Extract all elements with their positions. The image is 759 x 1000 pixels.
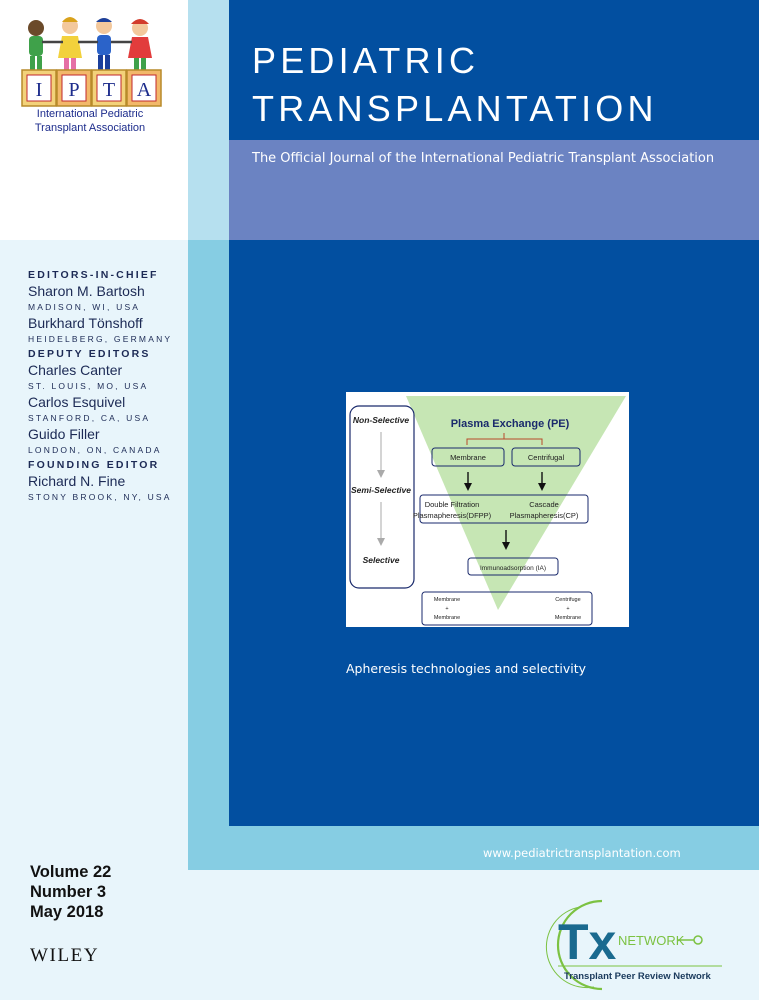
tx-network-tagline: Transplant Peer Review Network <box>564 971 711 982</box>
journal-url[interactable]: www.pediatrictransplantation.com <box>483 846 681 860</box>
cp-label-line1: Cascade <box>529 500 559 509</box>
combo-left-plus: + <box>445 606 449 612</box>
combo-right-2: Membrane <box>554 615 582 621</box>
journal-title-line2: TRANSPLANTATION <box>252 88 658 129</box>
block-letter: T <box>102 79 116 101</box>
ipta-logo-text <box>14 107 166 135</box>
membrane-label: Membrane <box>450 453 486 462</box>
publisher-logo: WILEY <box>30 945 100 966</box>
editor-name: Richard N. Fine <box>28 473 126 489</box>
combo-right-plus: + <box>566 606 570 612</box>
accent-strip-top <box>188 0 229 240</box>
ipta-org-line1: International Pediatric <box>36 108 144 120</box>
block-letter: P <box>68 79 80 101</box>
combo-left-2: Membrane <box>433 615 461 621</box>
scale-non-selective: Non-Selective <box>352 415 410 425</box>
block-letter: A <box>136 79 152 101</box>
cover-figure <box>346 392 629 627</box>
editors-heading: EDITORS-IN-CHIEF <box>28 269 159 281</box>
dfpp-label-line1: Double Filtration <box>424 500 480 509</box>
issue-info <box>30 862 111 922</box>
editor-location: STANFORD, CA, USA <box>28 413 151 423</box>
editorial-board <box>28 268 198 505</box>
journal-subtitle: The Official Journal of the International Pediatric Transplant Association <box>252 151 715 166</box>
tx-mark: Tx <box>558 914 617 970</box>
scale-semi-selective: Semi-Selective <box>350 485 412 495</box>
editors-heading: FOUNDING EDITOR <box>28 459 160 471</box>
block-letter: I <box>35 79 43 101</box>
editor-name: Sharon M. Bartosh <box>28 283 145 299</box>
volume-label: Volume 22 <box>30 863 112 881</box>
dfpp-label-line2: Plasmapheresis(DFPP) <box>412 511 492 520</box>
combo-left-1: Membrane <box>433 597 461 603</box>
ipta-letter-blocks <box>22 70 161 106</box>
editor-location: LONDON, ON, CANADA <box>28 445 162 455</box>
combo-right-1: Centrifuge <box>555 597 581 603</box>
ipta-org-line2: Transplant Association <box>34 122 146 134</box>
editor-location: ST. LOUIS, MO, USA <box>28 381 149 391</box>
editor-location: HEIDELBERG, GERMANY <box>28 334 173 344</box>
editor-location: STONY BROOK, NY, USA <box>28 492 172 502</box>
cp-label-line2: Plasmapheresis(CP) <box>509 511 579 520</box>
tx-network-word: NETWORK <box>618 933 685 948</box>
editor-name: Charles Canter <box>28 362 123 378</box>
editor-location: MADISON, WI, USA <box>28 302 141 312</box>
centrifugal-label: Centrifugal <box>527 453 565 462</box>
editor-name: Carlos Esquivel <box>28 394 126 410</box>
editors-heading: DEPUTY EDITORS <box>28 348 151 360</box>
children-figures-icon <box>28 17 152 70</box>
number-label: Number 3 <box>30 883 107 901</box>
editor-name: Burkhard Tönshoff <box>28 315 143 331</box>
editor-name: Guido Filler <box>28 426 100 442</box>
journal-title-line1: PEDIATRIC <box>252 40 480 81</box>
issue-date: May 2018 <box>30 903 104 921</box>
immunoadsorption-label: Immunoadsorption (IA) <box>479 565 547 572</box>
tx-network-logo <box>532 893 732 993</box>
figure-caption: Apheresis technologies and selectivity <box>346 661 587 676</box>
scale-selective: Selective <box>362 555 400 565</box>
plasma-exchange-label: Plasma Exchange (PE) <box>450 418 570 430</box>
